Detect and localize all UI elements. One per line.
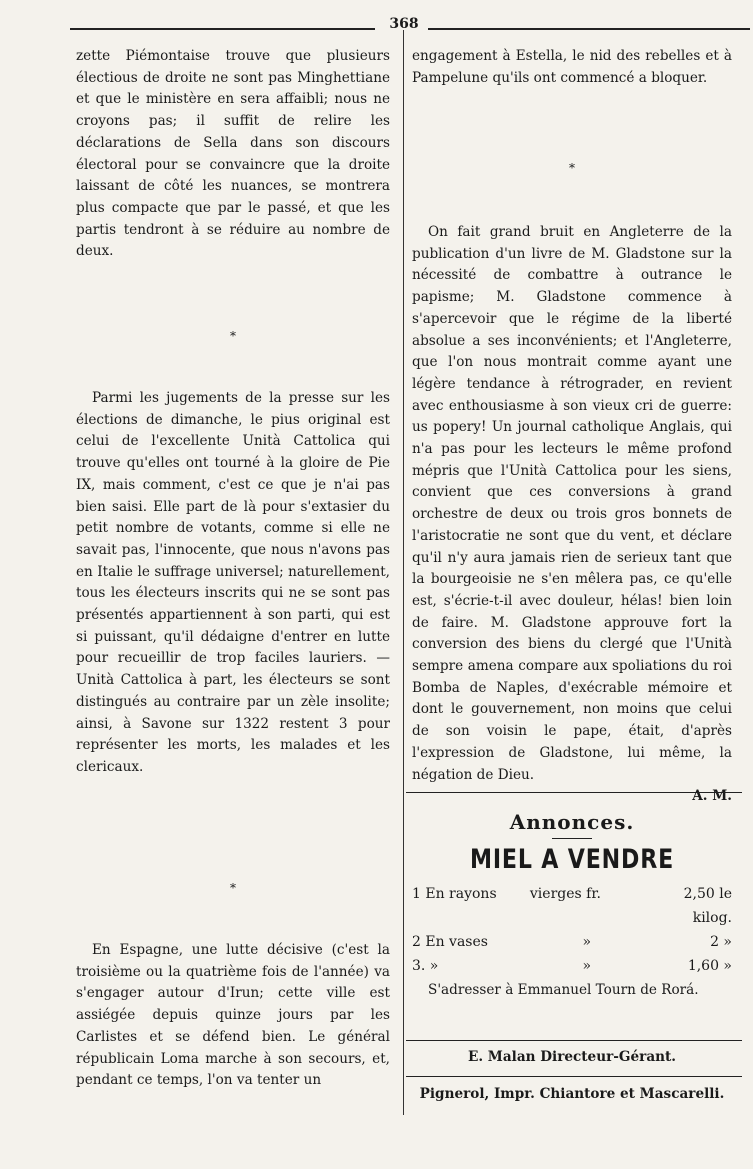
- header-rule-right: [428, 28, 750, 30]
- ad-row: [412, 882, 732, 930]
- ad-row-desc: »: [582, 934, 592, 951]
- director-line: E. Malan Directeur-Gérant.: [467, 1049, 677, 1065]
- left-separator-star-1: *: [230, 329, 236, 343]
- left-paragraph-2: Parmi les jugements de la presse sur les élections de dimanche, le pius original est celui de l'excellente Unità Cattolica qui trouve qu'elles ont tourné à la gloire de Pie IX, mais comment, c'est ce que je n'ai pas bien saisi. Elle part de là pour s'extasier du petit nombre de votants, comme si elle ne savait pas, l'innocente, que nous n'avons pas en Italie le suffrage universel; naturellement, tous les électeurs inscrits qui ne se sont pas présentés appartiennent à son parti, qui est si puissant, qu'il dédaigne d'entrer en lutte pour recueillir de trop faciles lauriers. — Unità Cattolica à part, les électeurs se sont distingués au contraire par un zèle insolite; ainsi, à Savone sur 1322 restent 3 pour représenter les morts, les malades et les clericaux.: [76, 390, 390, 775]
- page-number: 368: [389, 16, 419, 32]
- ad-row-price: 2,50 le kilog.: [683, 886, 732, 927]
- column-divider: [403, 30, 404, 1115]
- signature-line: [412, 786, 732, 808]
- ad-price-list: [412, 882, 732, 978]
- right-paragraph-2: On fait grand bruit en Angleterre de la publication d'un livre de M. Gladstone sur la nécessité de combattre à outrance le papisme; M. Gladstone commence à s'apercevoir que le régime de la liberté absolue a ses inconvénients; et l'Angleterre, que l'on nous montrait comme ayant une légère tendance à rétrograder, en revient avec enthousiasme à son vieux cri de guerre: us popery! Un journal catholique Anglais, qui n'a pas pour les lecteurs le même profond mépris que l'Unità Cattolica pour les siens, convient que ces conversions à grand orchestre de deux ou trois gros bonnets de l'aristocratie ne sont que du vent, et déclare qu'il n'y aura jamais rien de serieux tant que la bourgeoisie ne s'en mêlera pas, ce qu'elle est, s'écrie-t-il avec douleur, hélas! bien loin de faire. M. Gladstone approuve fort la conversion des biens du clergé que l'Unità sempre amena compare aux spoliations du roi Bomba de Naples, d'exécrable mémoire et dont le gouvernement, non moins que celui de son voisin le pape, était, d'après l'expression de Gladstone, lui même, la négation de Dieu.: [412, 224, 732, 783]
- ad-row-price: 1,60 »: [687, 958, 732, 975]
- left-column-block-2: [76, 388, 390, 779]
- annonces-top-rule: [406, 792, 742, 793]
- left-paragraph-1: zette Piémontaise trouve que plusieurs électious de droite ne sont pas Minghettiane et que le ministère en sera affaibli; nous ne croyons pas; il suffit de relire les déclarations de Sella dans son discours électoral pour se convaincre que la droite laissant de côté les nuances, se montrera plus compacte que par le passé, et que les partis tendront à se réduire au nombre de deux.: [76, 48, 390, 260]
- ad-row-price: 2 »: [710, 934, 732, 951]
- signature: A. M.: [692, 788, 732, 805]
- ad-row: [412, 954, 732, 978]
- ad-title: MIEL A VENDRE: [469, 843, 675, 875]
- right-paragraph-1: engagement à Estella, le nid des rebelles et à Pampelune qu'ils ont commencé a bloquer.: [412, 48, 732, 86]
- ad-contact: S'adresser à Emmanuel Tourn de Rorá.: [428, 982, 699, 999]
- left-paragraph-3: En Espagne, une lutte décisive (c'est la troisième ou la quatrième fois de l'année) va s'engager autour d'Irun; cette ville est assiégée depuis quinze jours par les Carlistes et se défend bien. Le général républicain Loma marche à son secours, et, pendant ce temps, l'on va tenter un: [76, 942, 390, 1089]
- printer-line: Pignerol, Impr. Chiantore et Mascarelli.: [419, 1086, 725, 1102]
- ad-row: [412, 930, 732, 954]
- annonces-section: [412, 812, 732, 1002]
- ad-row-desc: »: [582, 958, 592, 975]
- right-column-block-2: [412, 222, 732, 808]
- ad-row-item: 1 En rayons: [412, 886, 497, 903]
- ad-row-item: 3. »: [412, 958, 439, 975]
- right-column: [412, 46, 732, 89]
- printer-top-rule: [406, 1076, 742, 1077]
- left-column: [76, 46, 390, 263]
- annonces-title: Annonces.: [509, 810, 635, 834]
- ad-row-desc: vierges fr.: [529, 886, 601, 903]
- right-separator-star-1: *: [569, 161, 575, 175]
- left-column-block-3: [76, 940, 390, 1092]
- ad-row-item: 2 En vases: [412, 934, 488, 951]
- annonces-title-rule: [552, 838, 592, 839]
- header-rule-left: [70, 28, 375, 30]
- left-separator-star-2: *: [230, 881, 236, 895]
- director-top-rule: [406, 1040, 742, 1041]
